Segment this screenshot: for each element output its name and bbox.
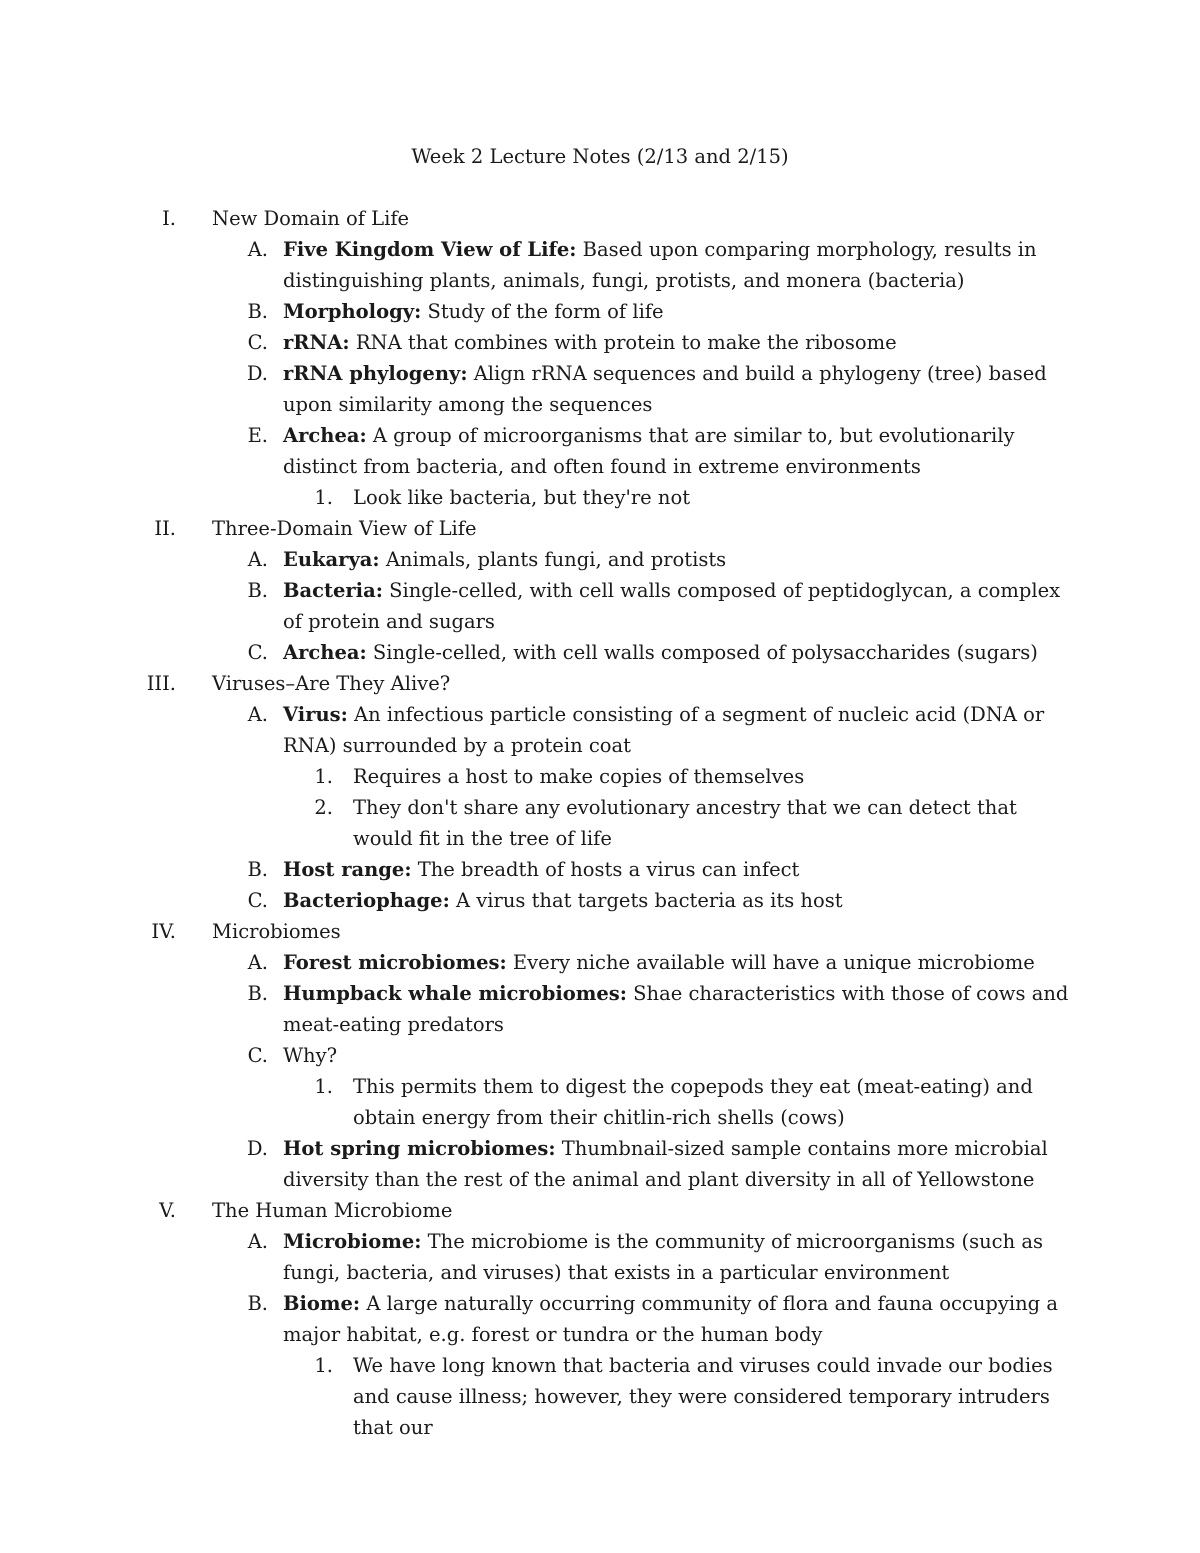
item-definition: RNA that combines with protein to make the ribosome — [349, 331, 897, 354]
subitem-text: Look like bacteria, but they're not — [353, 486, 691, 509]
item-letter: D. — [246, 362, 268, 385]
outline-item — [0, 1226, 1200, 1288]
item-term: Bacteriophage: — [283, 889, 450, 912]
subitem-text: This permits them to digest the copepods they eat (meat-eating) and obtain energy from their chitlin-rich shells (cows) — [353, 1075, 1033, 1129]
item-letter: B. — [247, 982, 268, 1005]
subitem-number: 1. — [314, 1075, 333, 1098]
outline-item — [0, 358, 1200, 420]
subitem-number: 1. — [314, 765, 333, 788]
roman-numeral: III. — [146, 672, 176, 695]
item-letter: B. — [247, 579, 268, 602]
roman-numeral: V. — [159, 1199, 176, 1222]
item-term: Microbiome: — [283, 1230, 422, 1253]
item-letter: B. — [247, 858, 268, 881]
item-term: rRNA phylogeny: — [283, 362, 468, 385]
outline-item — [0, 699, 1200, 761]
item-definition: The microbiome is the community of microorganisms (such as fungi, bacteria, and viruses) that exists in a particular environment — [283, 1230, 1043, 1284]
item-text — [283, 358, 1073, 420]
item-term: Biome: — [283, 1292, 361, 1315]
item-term: Humpback whale microbiomes: — [283, 982, 627, 1005]
item-letter: A. — [247, 1230, 268, 1253]
item-definition: Study of the form of life — [421, 300, 664, 323]
outline-item — [0, 420, 1200, 482]
item-letter: E. — [247, 424, 268, 447]
item-text — [283, 1288, 1073, 1350]
item-letter: A. — [247, 548, 268, 571]
page-title: Week 2 Lecture Notes (2/13 and 2/15) — [411, 145, 789, 168]
section-title: The Human Microbiome — [212, 1199, 453, 1222]
roman-numeral: IV. — [151, 920, 176, 943]
item-letter: C. — [247, 641, 268, 664]
item-text — [283, 699, 1073, 761]
section-heading — [0, 513, 1200, 544]
item-definition: Single-celled, with cell walls composed of peptidoglycan, a complex of protein and sugars — [283, 579, 1061, 633]
roman-numeral: II. — [154, 517, 176, 540]
item-definition: Animals, plants fungi, and protists — [379, 548, 727, 571]
outline-item — [0, 1133, 1200, 1195]
section-heading — [0, 668, 1200, 699]
outline-item — [0, 544, 1200, 575]
item-term: Forest microbiomes: — [283, 951, 507, 974]
item-definition: Align rRNA sequences and build a phylogeny (tree) based upon similarity among the sequences — [283, 362, 1047, 416]
item-text — [283, 637, 1073, 668]
item-definition: A group of microorganisms that are similar to, but evolutionarily distinct from bacteria, and often found in extreme environments — [283, 424, 1015, 478]
item-definition: Thumbnail-sized sample contains more microbial diversity than the rest of the animal and plant diversity in all of Yellowstone — [283, 1137, 1048, 1191]
item-text — [283, 885, 1073, 916]
item-text — [283, 327, 1073, 358]
section-title: Microbiomes — [212, 920, 341, 943]
item-text — [283, 947, 1073, 978]
item-letter: B. — [247, 300, 268, 323]
lecture-outline — [0, 203, 1200, 1443]
item-text — [283, 854, 1073, 885]
item-letter: A. — [247, 703, 268, 726]
item-term: Archea: — [283, 641, 367, 664]
item-definition: Every niche available will have a unique microbiome — [506, 951, 1035, 974]
roman-numeral: I. — [162, 207, 176, 230]
outline-subitem — [0, 792, 1200, 854]
item-text — [283, 978, 1073, 1040]
outline-item — [0, 947, 1200, 978]
outline-item — [0, 234, 1200, 296]
item-text — [283, 1133, 1073, 1195]
item-term: rRNA: — [283, 331, 350, 354]
section-title: New Domain of Life — [212, 207, 410, 230]
item-definition: A virus that targets bacteria as its host — [449, 889, 843, 912]
item-term: Host range: — [283, 858, 412, 881]
item-definition: An infectious particle consisting of a segment of nucleic acid (DNA or RNA) surrounded by a protein coat — [283, 703, 1045, 757]
section-heading — [0, 916, 1200, 947]
outline-item — [0, 885, 1200, 916]
item-text: Why? — [283, 1044, 338, 1067]
section-title: Viruses–Are They Alive? — [212, 672, 451, 695]
item-letter: C. — [247, 1044, 268, 1067]
subitem-number: 2. — [314, 796, 333, 819]
subitem-number: 1. — [314, 1354, 333, 1377]
outline-item — [0, 637, 1200, 668]
item-letter: D. — [246, 1137, 268, 1160]
item-definition: Based upon comparing morphology, results in distinguishing plants, animals, fungi, protists, and monera (bacteria) — [283, 238, 1037, 292]
item-definition: A large naturally occurring community of flora and fauna occupying a major habitat, e.g. forest or tundra or the human body — [283, 1292, 1058, 1346]
item-definition: Single-celled, with cell walls composed of polysaccharides (sugars) — [366, 641, 1038, 664]
outline-subitem — [0, 1071, 1200, 1133]
item-letter: A. — [247, 951, 268, 974]
section-heading — [0, 1195, 1200, 1226]
subitem-text: They don't share any evolutionary ancestry that we can detect that would fit in the tree of life — [353, 796, 1017, 850]
item-letter: C. — [247, 889, 268, 912]
item-term: Morphology: — [283, 300, 422, 323]
outline-item — [0, 1288, 1200, 1350]
section-title: Three-Domain View of Life — [212, 517, 477, 540]
item-letter: C. — [247, 331, 268, 354]
item-text — [283, 575, 1073, 637]
subitem-text: We have long known that bacteria and viruses could invade our bodies and cause illness; however, they were considered temporary intruders that our — [353, 1354, 1053, 1439]
outline-subitem — [0, 482, 1200, 513]
item-definition: Shae characteristics with those of cows and meat-eating predators — [283, 982, 1069, 1036]
outline-item — [0, 296, 1200, 327]
item-term: Hot spring microbiomes: — [283, 1137, 556, 1160]
outline-item — [0, 575, 1200, 637]
outline-item — [0, 327, 1200, 358]
outline-item — [0, 1040, 1200, 1071]
section-heading — [0, 203, 1200, 234]
item-definition: The breadth of hosts a virus can infect — [411, 858, 800, 881]
subitem-number: 1. — [314, 486, 333, 509]
outline-subitem — [0, 1350, 1200, 1443]
item-term: Eukarya: — [283, 548, 380, 571]
outline-item — [0, 854, 1200, 885]
item-text — [283, 544, 1073, 575]
item-text — [283, 420, 1073, 482]
item-term: Five Kingdom View of Life: — [283, 238, 577, 261]
item-term: Bacteria: — [283, 579, 383, 602]
item-letter: B. — [247, 1292, 268, 1315]
item-term: Virus: — [283, 703, 348, 726]
item-letter: A. — [247, 238, 268, 261]
item-text — [283, 296, 1073, 327]
subitem-text: Requires a host to make copies of themselves — [353, 765, 805, 788]
item-text — [283, 1226, 1073, 1288]
outline-item — [0, 978, 1200, 1040]
item-text — [283, 234, 1073, 296]
outline-subitem — [0, 761, 1200, 792]
item-term: Archea: — [283, 424, 367, 447]
